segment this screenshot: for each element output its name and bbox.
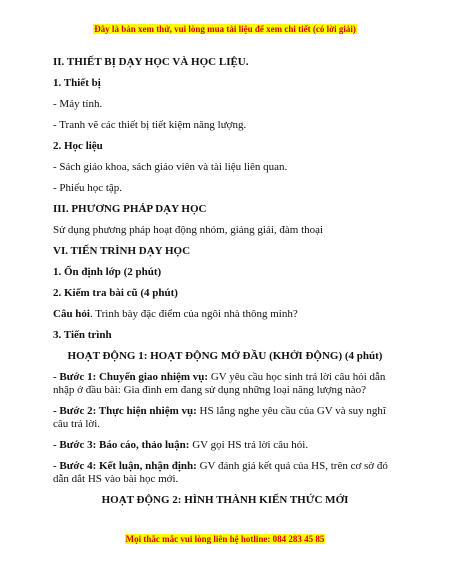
class-stabilization-step: 1. Ổn định lớp (2 phút) xyxy=(53,266,162,278)
equipment-heading: 1. Thiết bị xyxy=(53,77,101,89)
teaching-methods-text: Sử dụng phương pháp hoạt động nhóm, giảng giải, đàm thoại xyxy=(53,224,324,236)
procedure-step: 3. Tiến trình xyxy=(53,329,112,341)
step-text: GV đánh giá kết quả của HS, trên cơ sở đó dẫn dắt HS vào bài học mới. xyxy=(53,460,388,485)
preview-notice-banner xyxy=(0,24,450,34)
step-label: - Bước 4: Kết luận, nhận định: xyxy=(53,460,197,472)
review-question xyxy=(53,308,403,321)
activity-1-title: HOẠT ĐỘNG 1: HOẠT ĐỘNG MỞ ĐẦU (KHỞI ĐỘNG) (4 phút) xyxy=(67,350,383,362)
section-iii-title: III. PHƯƠNG PHÁP DẠY HỌC xyxy=(53,203,207,215)
activity-1-step xyxy=(53,371,403,397)
question-text: . Trình bày đặc điểm của ngôi nhà thông minh? xyxy=(90,308,298,320)
equipment-item: - Máy tính. xyxy=(53,98,103,110)
activity-2-title: HOẠT ĐỘNG 2: HÌNH THÀNH KIẾN THỨC MỚI xyxy=(101,494,349,506)
hotline-notice-banner xyxy=(0,534,450,544)
activity-1-step xyxy=(53,405,403,431)
activity-1-step xyxy=(53,439,403,452)
step-label: - Bước 2: Thực hiện nhiệm vụ: xyxy=(53,405,197,417)
section-vi-title: VI. TIẾN TRÌNH DẠY HỌC xyxy=(53,245,191,257)
materials-item: - Sách giáo khoa, sách giáo viên và tài liệu liên quan. xyxy=(53,161,288,173)
step-label: - Bước 1: Chuyển giao nhiệm vụ: xyxy=(53,371,209,383)
section-ii-title: II. THIẾT BỊ DẠY HỌC VÀ HỌC LIỆU. xyxy=(53,56,249,68)
hotline-notice-text: Mọi thắc mắc vui lòng liên hệ hotline: 084 283 45 85 xyxy=(125,534,325,544)
preview-notice-text: Đây là bản xem thử, vui lòng mua tài liệu để xem chi tiết (có lời giải) xyxy=(94,24,356,34)
materials-heading: 2. Học liệu xyxy=(53,140,103,152)
review-step: 2. Kiểm tra bài cũ (4 phút) xyxy=(53,287,178,299)
materials-item: - Phiếu học tập. xyxy=(53,182,123,194)
step-text: GV gọi HS trả lời câu hỏi. xyxy=(189,439,309,451)
step-text: HS lắng nghe yêu cầu của GV và suy nghĩ câu trả lời. xyxy=(53,405,386,430)
activity-1-step xyxy=(53,460,403,486)
step-label: - Bước 3: Báo cáo, thảo luận: xyxy=(53,439,190,451)
equipment-item: - Tranh vẽ các thiết bị tiết kiệm năng lượng. xyxy=(53,119,247,131)
question-label: Câu hỏi xyxy=(53,308,90,320)
step-text: GV yêu cầu học sinh trả lời câu hỏi dẫn nhập ở đầu bài: Gia đình em đang sử dụng những loại năng lượng nào? xyxy=(53,371,386,396)
